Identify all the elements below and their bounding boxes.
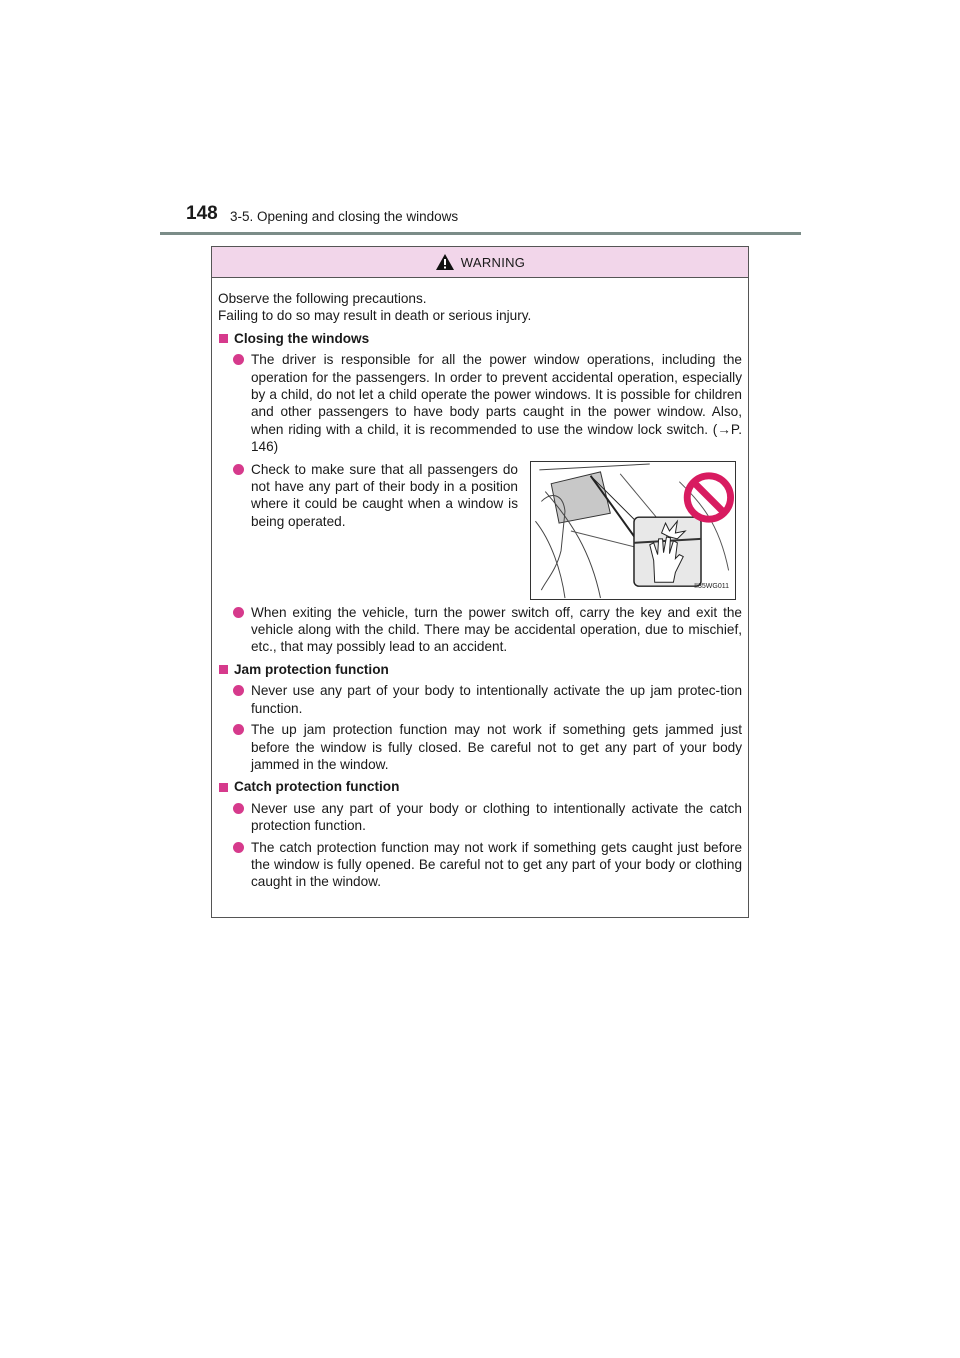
round-bullet-icon	[233, 607, 244, 618]
list-item	[218, 721, 742, 773]
intro-line: Failing to do so may result in death or serious injury.	[218, 308, 532, 324]
list-item-text: The up jam protection function may not work if something gets jammed just before the window is fully closed. Be careful not to get any part of your body jammed in the window.	[251, 722, 742, 772]
list-item	[218, 839, 742, 891]
list-item	[218, 682, 742, 717]
list-item	[218, 604, 742, 656]
section-heading-text: Catch protection function	[234, 779, 400, 795]
figure-row	[218, 460, 742, 600]
section-closing-windows	[218, 330, 742, 656]
list-item-text: When exiting the vehicle, turn the power switch off, carry the key and exit the vehicle along with the child. There may be accidental operation, due to mischief, etc., that may possibly lead to an accident.	[251, 604, 742, 655]
warning-content	[212, 278, 748, 891]
list-item-text: Never use any part of your body to intentionally activate the up jam protec-tion function.	[251, 683, 742, 716]
round-bullet-icon	[233, 464, 244, 475]
list-item-text: Never use any part of your body or clothing to intentionally activate the catch protection function.	[251, 800, 742, 834]
section-heading	[218, 778, 742, 795]
warning-triangle-icon	[435, 253, 455, 271]
round-bullet-icon	[233, 803, 244, 814]
intro-line: Observe the following precautions.	[218, 291, 427, 306]
page-number: 148	[186, 203, 218, 224]
prohibited-icon	[694, 482, 724, 512]
figure-code: II35WG011	[694, 583, 729, 591]
square-bullet-icon	[219, 783, 228, 792]
list-item	[218, 461, 518, 531]
warning-box	[211, 246, 749, 918]
list-item	[218, 800, 742, 835]
warning-title: WARNING	[460, 254, 526, 270]
list-item-text: The driver is responsible for all the power window operations, including the operation for the passengers. In order to prevent accidental operation, especially by a child, do not let a child operate the power windows. It is possible for children and other passengers to have body parts caught in the power window. Also, when riding with a child, it is recommended to use the window lock switch. (→P. 146)	[251, 352, 742, 455]
round-bullet-icon	[233, 354, 244, 365]
list-item	[218, 351, 742, 455]
square-bullet-icon	[219, 665, 228, 674]
round-bullet-icon	[233, 842, 244, 853]
section-heading	[218, 661, 742, 678]
list-item-text: The catch protection function may not work if something gets caught just before the window is fully opened. Be careful not to get any part of your body or clothing caught in the window.	[251, 839, 742, 890]
header-rule	[160, 232, 801, 235]
section-catch-protection	[218, 778, 742, 890]
section-heading-text: Closing the windows	[234, 330, 370, 346]
round-bullet-icon	[233, 685, 244, 696]
warning-intro	[218, 290, 742, 325]
window-caution-illustration	[530, 461, 736, 600]
section-heading	[218, 330, 742, 347]
section-jam-protection	[218, 661, 742, 773]
round-bullet-icon	[233, 724, 244, 735]
section-heading-text: Jam protection function	[234, 661, 389, 677]
warning-header	[212, 247, 748, 278]
section-title: 3-5. Opening and closing the windows	[230, 209, 459, 224]
list-item-text: Check to make sure that all passengers do not have any part of their body in a position where it could be caught when a window is being operated.	[251, 461, 518, 529]
square-bullet-icon	[219, 334, 228, 343]
